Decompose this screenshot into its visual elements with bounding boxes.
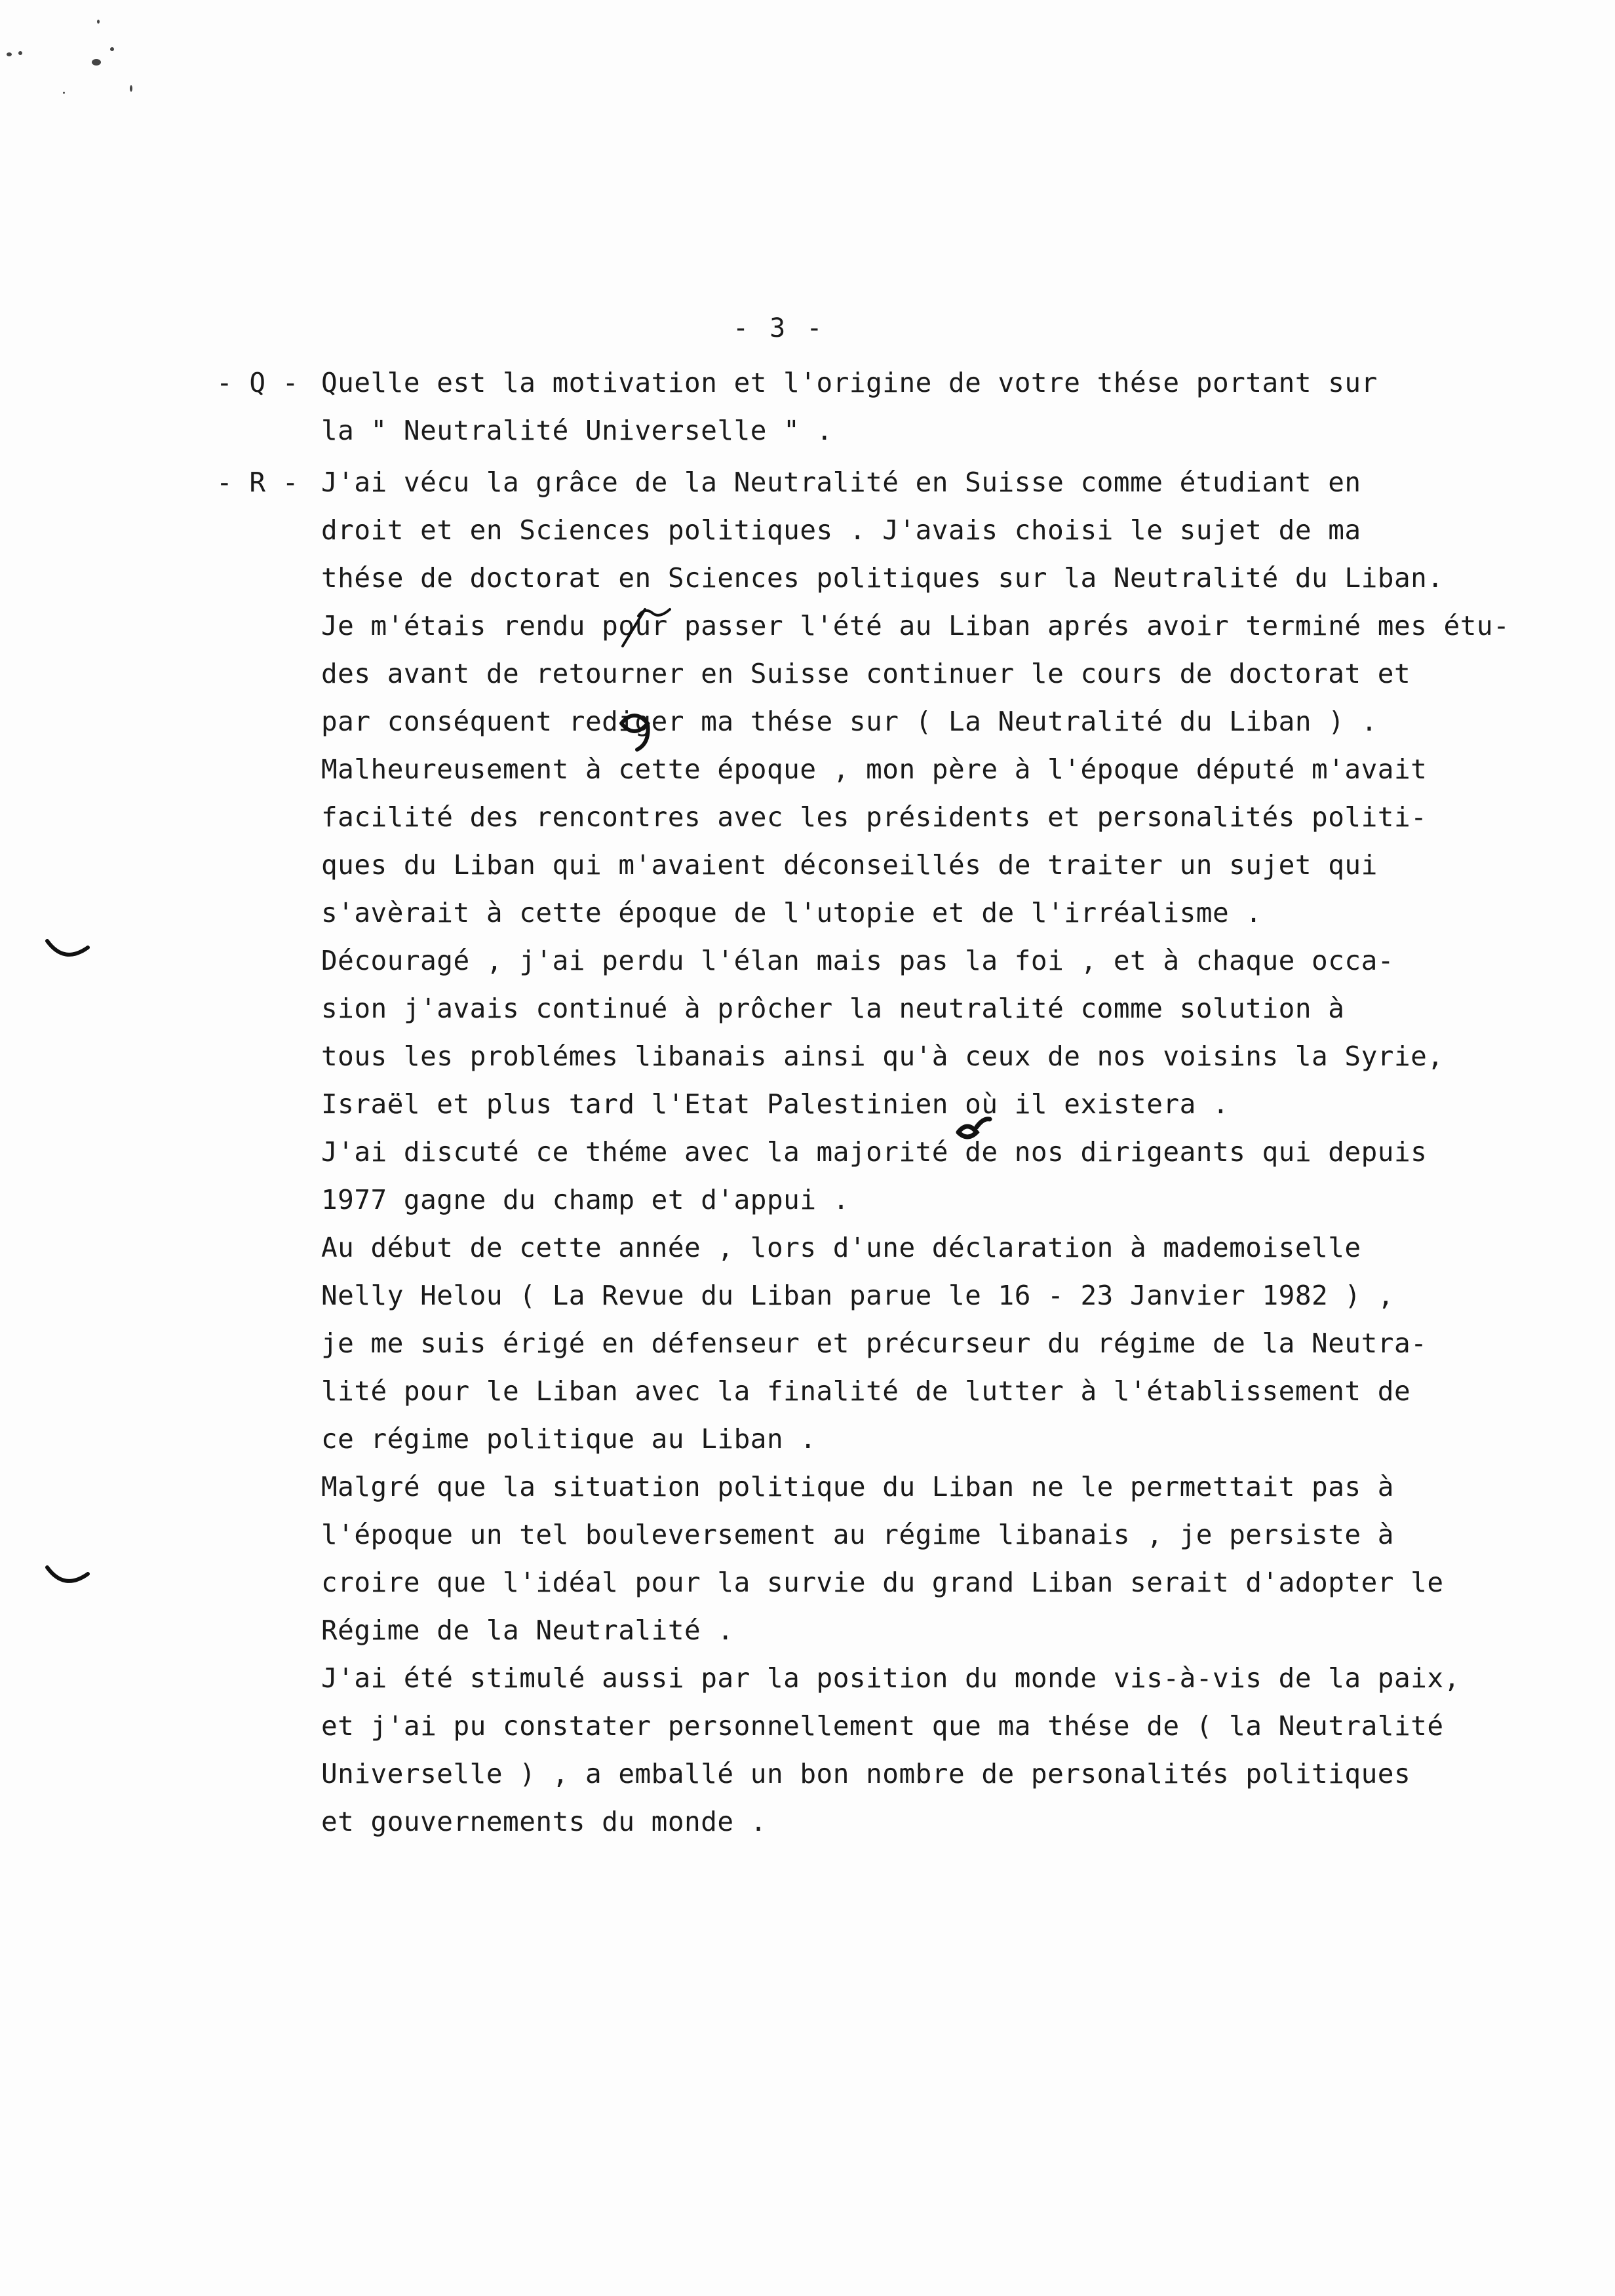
- text-line: 1977 gagne du champ et d'appui .: [321, 1184, 849, 1215]
- text-line: sion j'avais continué à prôcher la neutralité comme solution à: [321, 993, 1345, 1024]
- binder-hole-arc-icon: [45, 1565, 90, 1587]
- text-line: Je m'étais rendu pour passer l'été au Liban aprés avoir terminé mes étu-: [321, 610, 1510, 641]
- answer-block: [216, 459, 1547, 1846]
- text-line: droit et en Sciences politiques . J'avais choisi le sujet de ma: [321, 514, 1361, 546]
- text-line: Découragé , j'ai perdu l'élan mais pas la foi , et à chaque occa-: [321, 945, 1394, 976]
- page-number: - 3 -: [733, 313, 825, 343]
- text-line: tous les problémes libanais ainsi qu'à ceux de nos voisins la Syrie,: [321, 1041, 1444, 1072]
- handwritten-correction-stroke: [954, 1114, 994, 1140]
- handwritten-insert-stroke: [619, 603, 678, 649]
- handwritten-correction-stroke: [615, 695, 661, 754]
- scan-speck: [18, 51, 22, 55]
- text-line: Nelly Helou ( La Revue du Liban parue le 16 - 23 Janvier 1982 ) ,: [321, 1280, 1394, 1311]
- text-line: J'ai été stimulé aussi par la position du monde vis-à-vis de la paix,: [321, 1662, 1460, 1694]
- text-line: Régime de la Neutralité .: [321, 1615, 734, 1646]
- text-line: ce régime politique au Liban .: [321, 1423, 817, 1455]
- text-line: et gouvernements du monde .: [321, 1806, 767, 1837]
- text-line: la " Neutralité Universelle " .: [321, 415, 833, 446]
- answer-marker: - R -: [216, 467, 299, 498]
- scan-speck: [63, 92, 65, 94]
- text-line: J'ai vécu la grâce de la Neutralité en Suisse comme étudiant en: [321, 467, 1361, 498]
- question-block: [216, 359, 1547, 455]
- text-line: J'ai discuté ce théme avec la majorité de nos dirigeants qui depuis: [321, 1136, 1428, 1168]
- text-line: Israël et plus tard l'Etat Palestinien où il existera .: [321, 1088, 1230, 1120]
- scan-speck: [92, 59, 101, 66]
- text-line: Au début de cette année , lors d'une déclaration à mademoiselle: [321, 1232, 1361, 1263]
- text-line: des avant de retourner en Suisse continuer le cours de doctorat et: [321, 658, 1411, 689]
- text-line: l'époque un tel bouleversement au régime libanais , je persiste à: [321, 1519, 1394, 1550]
- text-line: croire que l'idéal pour la survie du grand Liban serait d'adopter le: [321, 1567, 1444, 1598]
- text-line: et j'ai pu constater personnellement que ma thése de ( la Neutralité: [321, 1710, 1444, 1742]
- text-line: s'avèrait à cette époque de l'utopie et de l'irréalisme .: [321, 897, 1262, 928]
- text-line: je me suis érigé en défenseur et précurseur du régime de la Neutra-: [321, 1328, 1428, 1359]
- text-line: par conséquent rediger ma thése sur ( La Neutralité du Liban ) .: [321, 706, 1378, 737]
- text-line: Malheureusement à cette époque , mon père à l'époque député m'avait: [321, 754, 1428, 785]
- text-line: lité pour le Liban avec la finalité de lutter à l'établissement de: [321, 1375, 1411, 1407]
- text-line: thése de doctorat en Sciences politiques sur la Neutralité du Liban.: [321, 562, 1444, 594]
- text-line: Malgré que la situation politique du Liban ne le permettait pas à: [321, 1471, 1394, 1502]
- scan-speck: [7, 52, 12, 56]
- question-text: [321, 359, 1547, 455]
- answer-text: [321, 459, 1547, 1846]
- text-line: Universelle ) , a emballé un bon nombre de personalités politiques: [321, 1758, 1411, 1789]
- text-line: facilité des rencontres avec les présidents et personalités politi-: [321, 801, 1428, 833]
- scan-speck: [110, 47, 114, 51]
- binder-hole-arc-icon: [45, 938, 90, 961]
- question-marker: - Q -: [216, 367, 299, 398]
- text-line: Quelle est la motivation et l'origine de votre thése portant sur: [321, 367, 1378, 398]
- text-line: ques du Liban qui m'avaient déconseillés de traiter un sujet qui: [321, 849, 1378, 881]
- scan-speck: [97, 20, 100, 24]
- scan-speck: [130, 85, 132, 92]
